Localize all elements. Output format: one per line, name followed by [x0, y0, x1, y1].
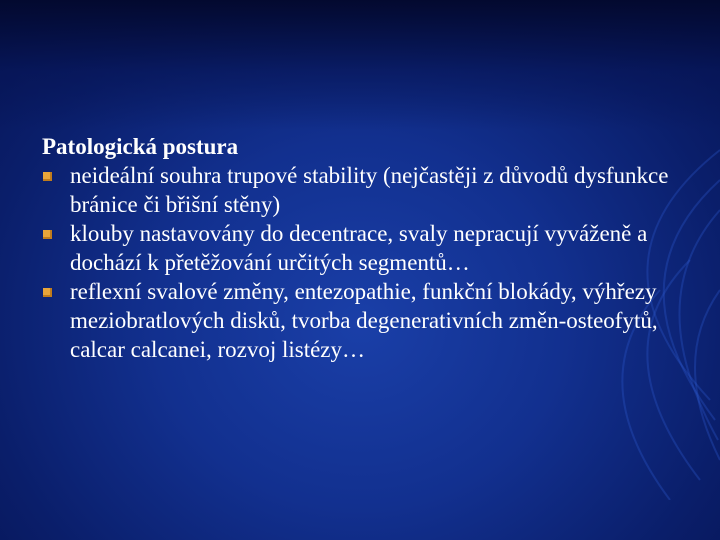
bullet-text: reflexní svalové změny, entezopathie, funkční blokády, výhřezy meziobratlových disků, tvorba degenerativních změn-osteofytů, calcar calcanei, rozvoj listézy… [70, 279, 658, 362]
bullet-item [42, 219, 682, 277]
bullet-text: neideální souhra trupové stability (nejčastěji z důvodů dysfunkce bránice či břišní stěny) [70, 163, 669, 217]
square-bullet-icon [43, 230, 52, 239]
bullet-list [42, 161, 682, 364]
square-bullet-icon [43, 288, 52, 297]
square-bullet-icon [43, 172, 52, 181]
bullet-text: klouby nastavovány do decentrace, svaly nepracují vyváženě a dochází k přetěžování určitých segmentů… [70, 221, 648, 275]
slide-title: Patologická postura [42, 134, 239, 159]
top-shade [0, 0, 720, 130]
bullet-item [42, 161, 682, 219]
slide-content [42, 132, 682, 364]
bullet-item [42, 277, 682, 364]
